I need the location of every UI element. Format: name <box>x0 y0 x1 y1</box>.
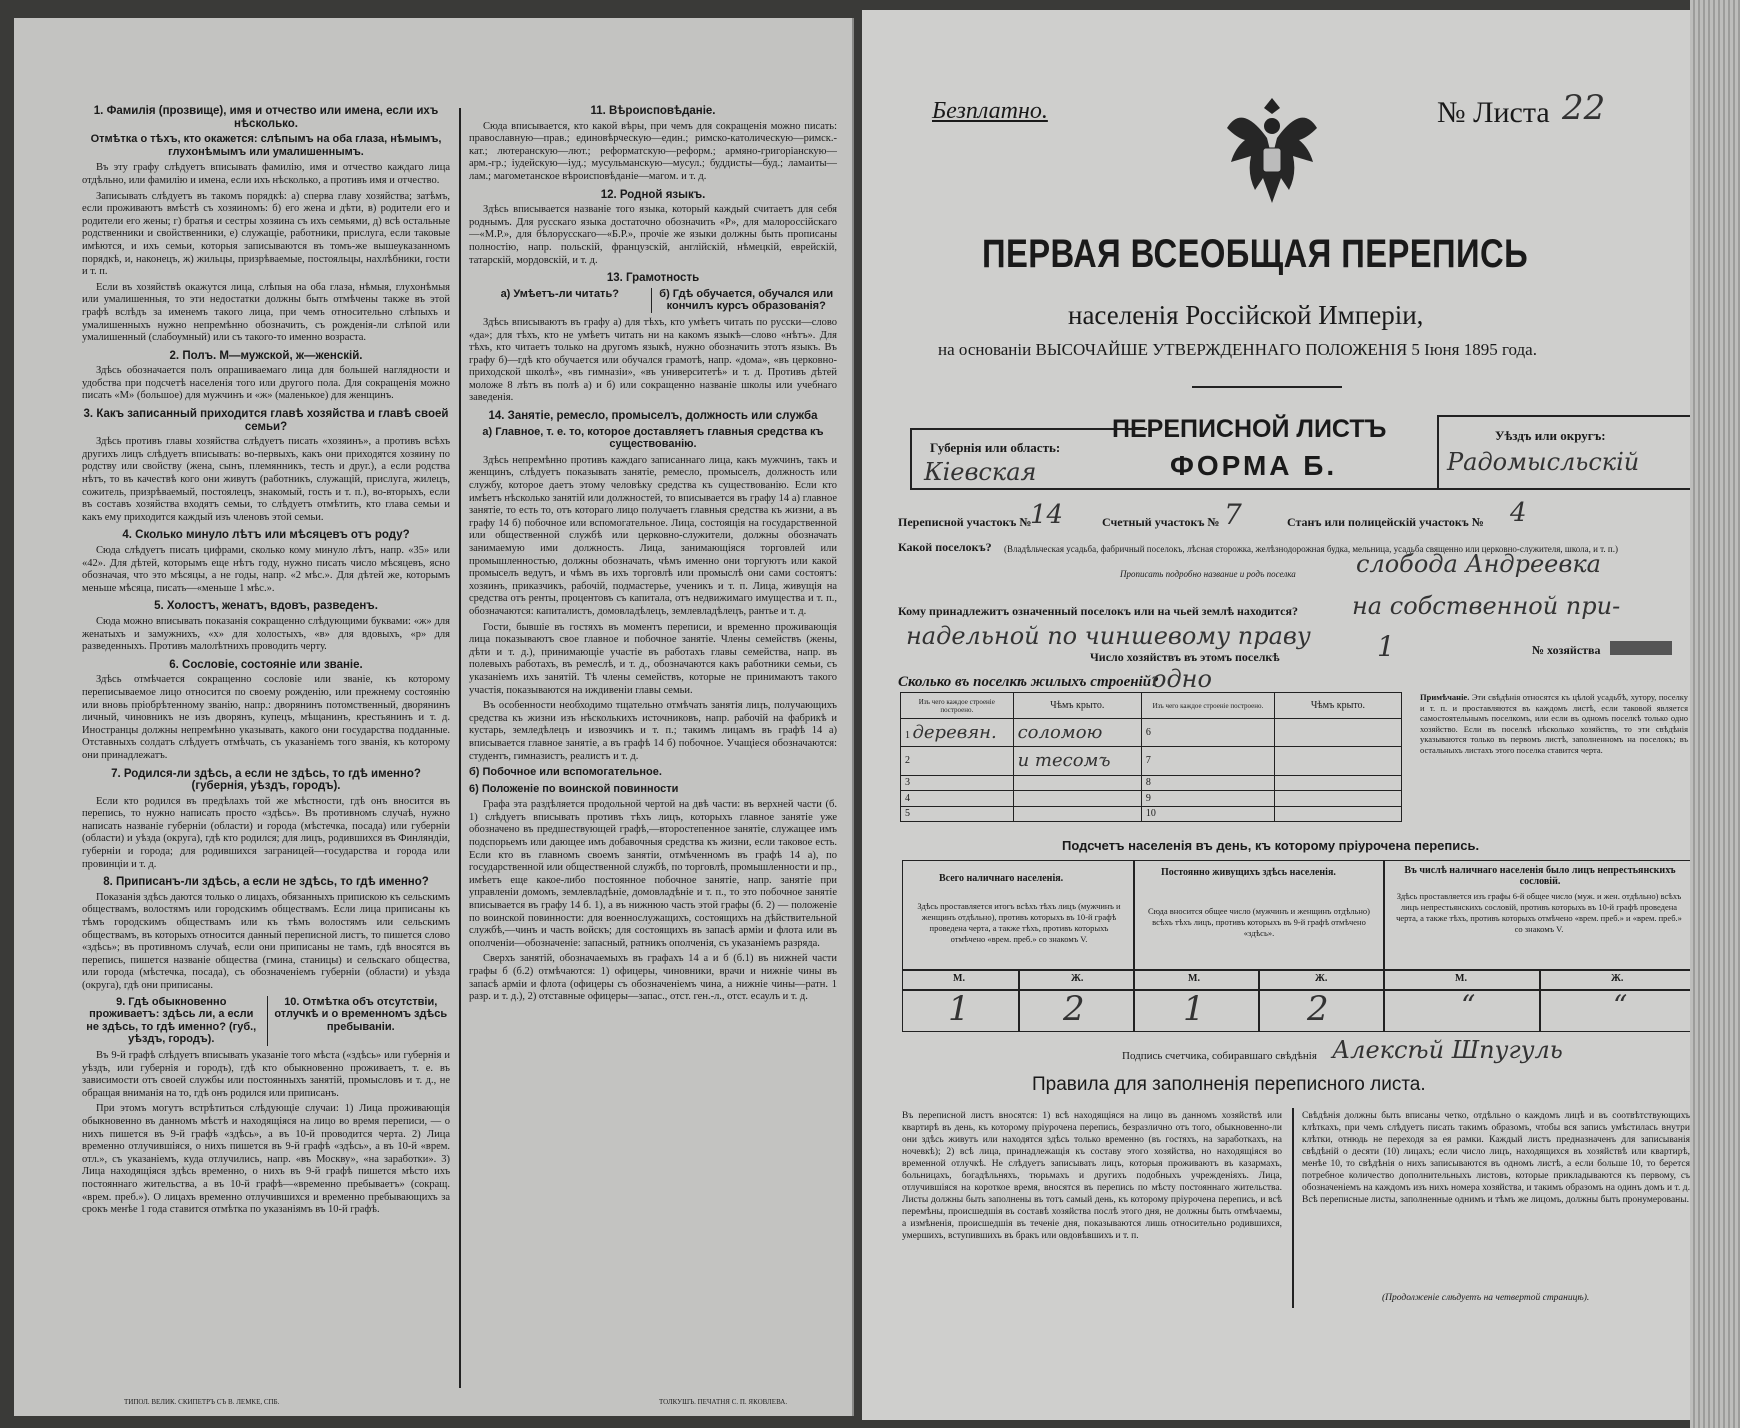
section-12-title: 12. Родной языкъ. <box>600 188 706 201</box>
buildings-col-what-2: Изъ чего каждое строеніе построено. <box>1141 693 1274 719</box>
buildings-col-roof: Чѣмъ крыто. <box>1013 693 1141 719</box>
count-col3-title: Въ числѣ наличнаго населенія было лицъ непрестьянскихъ сословій. <box>1404 865 1676 887</box>
signature-value: Алексѣй Шпугуль <box>1332 1036 1563 1064</box>
buildings-col-what: Изъ чего каждое строеніе построено. <box>901 693 1014 719</box>
building-material: деревян. <box>912 722 997 744</box>
form-label: ФОРМА Б. <box>1170 450 1338 481</box>
section-13-title: 13. Грамотность <box>606 272 700 285</box>
building-roof <box>1274 775 1401 790</box>
section-8-title: 8. Приписанъ-ли здѣсь, а если не здѣсь, то гдѣ именно? <box>103 876 429 889</box>
section-14-text-5: Сверхъ занятій, обозначаемыхъ въ графахъ 14 а и б (б.1) въ нижней части графы б (б.2) отмѣчаются: 1) офицеры, чиновники, врачи и нижніе чины въ запасѣ армiи и флота (офицеры съ обозначеніемъ чина, а нижніе чины—ратн. 1 разр. и т. д.), 2) отставные офицеры—запас., отст. ген.-л., отст. есаулъ и т. д. <box>469 953 837 1003</box>
building-roof <box>1274 719 1401 747</box>
header-band-bottom <box>910 488 1710 490</box>
count-zh-2: Ж. <box>1315 973 1328 984</box>
building-row-1 <box>901 719 1014 747</box>
section-13-text: Здѣсь вписываютъ въ графу а) для тѣхъ, кто умѣетъ читать по русски—слово «да»; для тѣхъ, кто не умѣетъ читать ни на какомъ языкѣ—слово «нѣтъ». Для тѣхъ, кто читаетъ только на другомъ языкѣ, нужно обозначить этотъ языкъ. Въ графу б)—гдѣ кто обучается или обучался грамотѣ, напр. «дома», «въ церковно-приходской школѣ», «въ гимназіи», «въ университетѣ» и т. д. Противъ дѣтей моложе 8 лѣтъ въ полѣ а) и б) или сокращенно названіе школы или учебнаго заведенія. <box>469 316 837 404</box>
left-column-1 <box>82 100 450 1390</box>
section-13b-title: б) Гдѣ обучается, обучался или кончилъ курсъ образованія? <box>651 288 838 313</box>
section-14-text-4: Графа эта раздѣляется продольной чертой на двѣ части: въ верхней части (б. 1) слѣдуетъ вписывать противъ тѣхъ лицъ, которыхъ главное занятіе уже обозначено въ предшествующей графѣ,—второстепенное занятіе, служащее имъ подспорьемъ или дающее имъ добавочныя средства къ жизни, если таковое есть. Если кто въ главномъ своемъ занятіи, отмѣченномъ въ графѣ 14 а), по государственной или общественной службѣ, по торговлѣ, промышленности и пр., имѣетъ еще какое-либо постоянное побочное занятіе, напр. занятіе при управленіи домомъ, землевладѣніе, домовладѣніе и т. п., то это побочное занятіе вписывается въ графу 14 б. 1), а въ нижнюю часть этой графы (б. 2) — положеніе по воинской повинности: для военнослужащихъ, состоящихъ на дѣйствительной службѣ,—чинъ и часть войскъ; для состоящихъ въ запасѣ армiи и флота или въ ополченіи—обозначеніе: запасный, ратникъ ополченія, съ указаніемъ разряда. <box>469 799 837 949</box>
document-basis: на основаніи ВЫСОЧАЙШЕ УТВЕРЖДЕННАГО ПОЛОЖЕНІЯ 5 Іюня 1895 года. <box>938 340 1537 359</box>
page-edge-stack <box>1690 0 1740 1428</box>
section-5-title: 5. Холостъ, женатъ, вдовъ, разведенъ. <box>154 600 378 613</box>
uezd-value: Радомысльскій <box>1447 448 1640 476</box>
count-table <box>902 860 1696 1032</box>
left-column-2 <box>469 100 837 1390</box>
buildings-value: одно <box>1152 665 1212 693</box>
title-underline <box>1192 386 1342 388</box>
double-headed-eagle-emblem <box>1217 88 1327 228</box>
right-imprint: ТОЛКУШЪ. ПЕЧАТНЯ С. П. ЯКОВЛЕВА. <box>659 1398 788 1406</box>
building-roof <box>1274 791 1401 806</box>
rules-right: Свѣдѣнія должны быть вписаны четко, отдѣльно о каждомъ лицѣ и въ соотвѣтствующихъ клѣткахъ, при чемъ слѣдуетъ писать такимъ образомъ, чтобы вся запись умѣстилась внутри клѣтки, отнюдь не переходя за ея рамки. Каждый листъ предназначенъ для записыванія свѣдѣній о десяти (10) лицахъ; если число лицъ, находящихся въ хозяйствѣ или квартирѣ, менѣе 10, то свѣдѣнія о нихъ записываются въ одномъ листѣ, а если больше 10, то берется потребное количество дополнительныхъ листовъ, которые прикладываются къ первому, съ обозначеніемъ на каждомъ изъ нихъ номера хозяйства, и такимъ образомъ на одинъ домъ и т. д. Всѣ переписные листы, заполненные однимъ и тѣмъ же лицомъ, должны быть пронумерованы. <box>1302 1111 1690 1205</box>
building-roof: и тесомъ <box>1013 747 1141 775</box>
sheet-number-value: 22 <box>1562 88 1606 128</box>
right-page <box>862 10 1724 1420</box>
section-3-text: Здѣсь противъ главы хозяйства слѣдуетъ писать «хозяинъ», а противъ всѣхъ другихъ лицъ слѣдуетъ вписывать: во-первыхъ, какъ они приходятся хозяину по родству или свойству (жена, сынъ, племянникъ, тесть и друг.), а если родства нѣтъ, то въ качествѣ кого они живутъ (работникъ, служащій, прислуга, жилецъ, сожитель, призрѣваемый, постоялецъ, знакомый, гость и т. п.), во-вторыхъ, если въ составъ хозяйства входятъ семьи, то слѣдуетъ отмѣтить, кто глава семьи и какъ ему приходится каждый изъ членовъ этой семьи. <box>82 436 450 523</box>
section-5-text: Сюда можно вписывать показанія сокращенно слѣдующими буквами: «ж» для женатыхъ и замужнихъ, «х» для холостыхъ, «в» для вдовыхъ, «р» для разведенныхъ. Противъ малолѣтнихъ проводить черту. <box>82 615 450 653</box>
section-14-text-1: Здѣсь непремѣнно противъ каждаго записаннаго лица, какъ мужчинъ, такъ и женщинъ, слѣдуетъ показывать занятіе, ремесло, промыселъ, должность или службу, которое даетъ этому человѣку средства къ существованію. Если кто имѣетъ нѣсколько занятій или должностей, то вписывается въ графу 14 а) главное занятіе, то есть то, отъ котораго лицо получаетъ главныя средства къ жизни, а въ графу 14 б) побочное или вспомогательное. Лица, состоящія на государственной или общественной службѣ или церковно-служители, должны обозначать занимаемую ими должность. Лица, занимающіяся торговлей или промышленностью, должны обозначать, чѣмъ именно они торгуютъ или какой промыселъ ведутъ, и чѣмъ въ ихъ торговлѣ или промыслѣ они сами состоятъ: хозяинъ, приказчикъ, рабочій, подмастерье, ученикъ и т. п. Лица, живущія на средства отъ ренты, процентовъ съ капитала, отъ недвижимаго имущества и т. п., обозначаются: капиталистъ, домовладѣлецъ, землевладѣлецъ, рантье и т. д. <box>469 454 837 617</box>
settlement-hint-2: Прописать подробно название и родъ поселка <box>1120 569 1296 579</box>
building-row-number: 1 <box>905 730 910 742</box>
household-number-label: № хозяйства <box>1532 643 1601 657</box>
count-col1-title: Всего наличнаго населенія. <box>939 873 1064 884</box>
owner-value-1: на собственной при- <box>1352 592 1621 620</box>
section-10-text: При этомъ могутъ встрѣтиться слѣдующіе случаи: 1) Лица проживающія обыкновенно въ данномъ мѣстѣ и находящіяся на лицо во время переписи, — о нихъ пишется въ 9-й графѣ «здѣсь», а въ 10-й проводится черта. 2) Лица временно отлучившіяся, о нихъ пишется въ 9-й графѣ «здѣсь», а въ 10-й «врем. отл.», съ указаніемъ, куда отлучились, напр. «въ Москву», «на заработки». 3) Лица находящіяся здѣсь временно, о нихъ въ 9-й графѣ пишется мѣсто ихъ постояннаго жительства, а въ 10-й графѣ—«временно пребываетъ» (сокращ. «врем. преб.»). О лицахъ временно отлучившихся и временно пребывающихъ за срокъ менѣе 1 года ставится отмѣтка по указаніямъ въ 10-й графѣ. <box>82 1103 450 1216</box>
count-m-2: М. <box>1188 973 1200 984</box>
building-row-number: 4 <box>905 792 910 804</box>
households-label: Число хозяйствъ въ этомъ поселкѣ <box>1090 650 1280 664</box>
building-row-number: 9 <box>1141 791 1274 806</box>
rules-divider <box>1292 1108 1294 1308</box>
section-2-text: Здѣсь обозначается полъ опрашиваемаго лица для большей наглядности и удобства при подсчетѣ населенія того или другого пола. Для сокращенія можно писать «М» (большое) для мужчинъ и «ж» (маленькое) для женщинъ. <box>82 365 450 402</box>
rules-left: Въ переписной листъ вносятся: 1) всѣ находящіяся на лицо въ данномъ хозяйствѣ или квартирѣ въ день, къ которому пріурочена перепись, безразлично отъ того, обыкновенно-ли они здѣсь живутъ или находятся здѣсь только временно (въ гостяхъ, на заработкахъ, на ночевкѣ); 2) всѣ лица, принадлежащія къ составу этого хозяйства, но находящіяся во временной отлучкѣ. Не слѣдуетъ записывать лицъ, которыя проживаютъ въ казармахъ, больницахъ, богадѣльняхъ, тюрьмахъ и другихъ подобныхъ учрежденіяхъ. Лица, отлучившіяся на короткое время, вносятся въ перепись по мѣсту постояннаго жительства. Листы должны быть заполнены въ тотъ самый день, къ которому пріурочена перепись, и всѣ перемѣны, происшедшія въ составѣ хозяйства послѣ этого дня, не должны быть отмѣчаемы, а измѣненія, происшедшія въ теченіе дня, показываются лишь относительно родившихся, умершихъ, вступившихъ въ бракъ или овдовѣвшихъ и т. п. <box>902 1111 1282 1241</box>
section-14-text-3: Въ особенности необходимо тщательно отмѣчать занятія лицъ, получающихъ средства къ жизни изъ нѣсколькихъ источниковъ, напр. рабочій на фабрикѣ и кустарь, земледѣлецъ и извозчикъ и т. п.; такимъ лицамъ въ графѣ 14 а) вписывается главное занятіе, а въ графѣ 14 б) побочное. Учащіеся обозначаются: студентъ, гимназистъ, реалистъ и т. д. <box>469 700 837 762</box>
building-roof <box>1274 747 1401 775</box>
section-1-text-2: Записывать слѣдуетъ въ такомъ порядкѣ: а) сперва главу хозяйства; затѣмъ, если проживаютъ вмѣстѣ съ хозяиномъ: б) его жена и дѣти, в) родители его и родители его жены; г) братья и сестры хозяина съ ихъ семьями, д) всѣ остальные родственники и свойственники, е) служащіе, работники, прислуга, если таковые имѣются, и ихъ семьи, которыя записываются въ томъ-же вышеуказанномъ порядкѣ, и, наконецъ, ж) жильцы, призрѣваемые, постояльцы, нахлѣбники, гости и т. п. <box>82 190 450 278</box>
households-value: 1 <box>1377 630 1395 663</box>
count-sub-3 <box>1539 969 1541 1031</box>
guberniya-box-left <box>910 428 912 488</box>
section-14-text-2: Гости, бывшіе въ гостяхъ въ моментъ переписи, и временно проживающія лица показываютъ свое главное и побочное занятіе. Члены семействъ (жены, дѣти и т. д.), принимающіе участіе въ работахъ главы семейства, напр. въ полевыхъ работахъ, въ ремеслѣ, и т. д., обозначаются какъ работники семьи, съ указаніемъ ихъ занятій. Тѣ члены семействъ, которые не принимаютъ такого участія, показываются на иждивеніи главы семьи. <box>469 621 837 696</box>
settlement-label: Какой поселокъ? <box>898 540 992 554</box>
stan-label: Станъ или полицейскій участокъ № <box>1287 515 1484 529</box>
section-10-title: 10. Отмѣтка объ отсутствіи, отлучкѣ и о временномъ здѣсь пребываніи. <box>267 996 451 1046</box>
building-row-3 <box>901 775 1014 790</box>
section-6-text: Здѣсь отмѣчается сокращенно сословіе или званіе, къ которому переписываемое лицо относится по своему рожденію, или прежнему состоянію или вновь пріобрѣтенному званію, напр.: дворянинъ потомственный, дворянинъ личный, чиновникъ не изъ дворянъ, купецъ, мѣщанинъ, крестьянинъ и т. д. Иностранцы должны непремѣнно указывать, какого они государства подданные. Отставныхъ солдатъ слѣдуетъ отмѣчать, съ указаніемъ того званія, къ которому они принадлежатъ. <box>82 674 450 761</box>
building-row-number: 7 <box>1141 747 1274 775</box>
count-mf-line <box>903 989 1695 991</box>
buildings-col-roof-2: Чѣмъ крыто. <box>1274 693 1401 719</box>
count-value-nonpeasant-zh: “ <box>1613 989 1628 1022</box>
owner-value-2: надельной по чиншевому праву <box>906 622 1311 650</box>
count-m-1: М. <box>953 973 965 984</box>
count-area-value: 7 <box>1224 498 1242 531</box>
building-row-number: 5 <box>905 808 910 820</box>
section-2-title: 2. Полъ. М—мужской, ж—женскій. <box>169 349 363 362</box>
count-divider-2 <box>1383 861 1385 1031</box>
buildings-table <box>900 692 1402 822</box>
section-6-title: 6. Сословіе, состояніе или званіе. <box>169 658 363 671</box>
sheet-number-label: № Листа <box>1437 96 1550 129</box>
count-col2-title: Постоянно живущихъ здѣсь населенія. <box>1161 867 1336 878</box>
count-sub-2 <box>1258 969 1260 1031</box>
document-title: ПЕРВАЯ ВСЕОБЩАЯ ПЕРЕПИСЬ <box>982 232 1529 276</box>
note-text: Эти свѣдѣнія относятся къ цѣлой усадьбѣ, хутору, поселку и т. п. и проставляются въ каждомъ листѣ, если таковой является самостоятельнымъ поселкомъ, или если въ одномъ поселкѣ только одно хозяйство. Если въ поселкѣ нѣсколько хозяйствъ, то эти свѣдѣнія указываются только въ первомъ листѣ, заполненномъ на поселокъ; въ остальныхъ листахъ этого поселка ставится черта. <box>1420 692 1688 755</box>
building-row-number: 8 <box>1141 775 1274 790</box>
uezd-label: Уѣздъ или округъ: <box>1495 428 1606 443</box>
count-value-resident-m: 1 <box>1183 989 1205 1029</box>
building-roof <box>1013 775 1141 790</box>
signature-label: Подпись счетчика, собиравшаго свѣдѣнія <box>1122 1050 1317 1062</box>
stan-value: 4 <box>1510 498 1527 528</box>
count-col1-text: Здѣсь проставляется итогъ всѣхъ тѣхъ лицъ (мужчинъ и женщинъ отдѣльно), противъ которыхъ въ 10-й графѣ проведена черта, а также тѣхъ, противъ которыхъ отмѣчено «врем. преб.» со знакомъ V. <box>917 901 1121 944</box>
sheet-title: ПЕРЕПИСНОЙ ЛИСТЪ <box>1112 415 1387 443</box>
building-row-number: 2 <box>905 755 910 767</box>
section-1-text-3: Если въ хозяйствѣ окажутся лица, слѣпыя на оба глаза, нѣмыя, глухонѣмыя или умалишенныя, то эти недостатки должны быть отмѣчены также въ этой графѣ вслѣдъ за именемъ такого лица, при чемъ относительно слѣпыхъ и умалишенныхъ нужно непремѣнно обозначить, съ рожденія-ли слѣпой или умалишенный (слабоумный) или съ такого-то именно возраста. <box>82 281 450 344</box>
section-8-text: Показанія здѣсь даются только о лицахъ, обязанныхъ припискою къ сельскимъ обществамъ, волостямъ или городскимъ обществамъ. Если лица приписаны къ тѣмъ городскимъ обществамъ или къ тѣмъ волостямъ или сельскимъ обществамъ, въ которыхъ относится данный переписной листъ, то пишется слово «здѣсь»; въ противномъ случаѣ, если они приписаны не тамъ, гдѣ вносятся въ перепись, пишется названіе общества (гмина, станицы) и сельскаго общества, или города (мѣстечка, посада), съ обозначеніемъ губерніи (области) и уѣзда (округа), гдѣ они приписаны. <box>82 891 450 991</box>
section-3-title: 3. Какъ записанный приходится главѣ хозяйства и главѣ своей семьи? <box>83 408 449 433</box>
count-zh-1: Ж. <box>1071 973 1084 984</box>
section-7-title: 7. Родился-ли здѣсь, а если не здѣсь, то гдѣ именно? (губернія, уѣздъ, городъ). <box>111 767 421 793</box>
count-divider-1 <box>1133 861 1135 1031</box>
section-9-text: Въ 9-й графѣ слѣдуетъ вписывать указаніе того мѣста («здѣсь» или губернія и уѣздъ, или губернія и городъ), гдѣ кто обыкновенно проживаетъ, т. е. въ зависимости отъ своей службы или постоянныхъ занятій, промысловъ и т. д., не обращая вниманія на то, гдѣ онъ родился или приписанъ. <box>82 1049 450 1099</box>
census-area-value: 14 <box>1030 500 1064 530</box>
settlement-hint: (Владѣльческая усадьба, фабричный поселокъ, лѣсная сторожка, желѣзнодорожная будка, мельница, усадьба священно или церковно-служителя, школа, и т. п.) <box>1004 544 1618 554</box>
building-row-5 <box>901 806 1014 822</box>
section-1-text-1: Въ эту графу слѣдуетъ вписывать фамилію, имя и отчество каждаго лица отдѣльно, или фамилію и имена, если ихъ нѣсколько, а противъ имя и отчество. <box>82 162 450 186</box>
guberniya-value: Кіевская <box>924 458 1037 486</box>
section-9-title: 9. Гдѣ обыкновенно проживаетъ: здѣсь ли, а если не здѣсь, то гдѣ именно? (губ., уѣздъ, городъ). <box>86 995 257 1046</box>
section-13-subheader <box>469 288 837 317</box>
section-11-title: 11. Вѣроисповѣданіе. <box>590 105 716 117</box>
household-number-redaction <box>1610 641 1672 655</box>
building-roof <box>1013 806 1141 822</box>
section-1-note: Отмѣтка о тѣхъ, кто окажется: слѣпымъ на оба глаза, нѣмымъ, глухонѣмымъ или умалишеннымъ. <box>90 133 442 158</box>
note-title: Примѣчаніе. <box>1420 692 1470 702</box>
census-area-label: Переписной участокъ № <box>898 515 1032 529</box>
building-row-number: 3 <box>905 777 910 789</box>
building-roof <box>1013 791 1141 806</box>
document-subtitle: населенія Россійской Имперіи, <box>1068 300 1424 330</box>
count-m-3: М. <box>1455 973 1467 984</box>
building-row-number: 10 <box>1141 806 1274 822</box>
column-divider <box>459 108 461 1388</box>
uezd-box-top <box>1437 415 1710 417</box>
uezd-box-left <box>1437 415 1439 488</box>
note-block <box>1420 692 1688 755</box>
settlement-value: слобода Андреевка <box>1356 550 1601 578</box>
section-14b2-title: 6) Положеніе по воинской повинности <box>469 782 679 795</box>
count-col2-text: Сюда вносится общее число (мужчинъ и женщинъ отдѣльно) всѣхъ тѣхъ лицъ, противъ которыхъ въ 9-й графѣ отмѣчено «здѣсь». <box>1147 906 1371 938</box>
section-11-text: Сюда вписывается, кто какой вѣры, при чемъ для сокращенія можно писать: православную—прав.; единовѣрческую—един.; римско-католическую—римск.-кат.; лютеранскую—лют.; реформатскую—реформ.; армяно-григоріанскую—арм.-гр.; іудейскую—іуд.; мусульманскую—мусул.; буддисты—буд.; ламаиты—лам.; магометанское вѣроисповѣданіе—магом. и т. д. <box>469 120 837 182</box>
section-7-text: Если кто родился въ предѣлахъ той же мѣстности, гдѣ онъ вносится въ перепись, то нужно написать просто «здѣсь». Въ противномъ случаѣ, нужно написать названіе губерніи (области) и города (мѣстечка, посада) или губерніи (области) и уѣзда (округа), гдѣ кто родился; для лицъ, родившихся въ Финляндіи, губерніи и города; для родившихся заграницей—государства и города или провинціи и т. д. <box>82 795 450 870</box>
section-4-title: 4. Сколько минуло лѣтъ или мѣсяцевъ отъ роду? <box>122 529 410 542</box>
section-12-text: Здѣсь вписывается названіе того языка, который каждый считаетъ для себя роднымъ. Для русскаго языка достаточно обозначить «Р», для малороссійскаго—«М.Р.», для бѣлорусскаго—«Б.Р.», прочіе же языки должны быть прописаны полностію, напр. польскій, французскій, англійскій, нѣмецкій, еврейскій, татарскій, мордовскій, и т. д. <box>469 204 837 266</box>
building-row-number: 6 <box>1141 719 1274 747</box>
count-header-line <box>903 969 1695 971</box>
section-14-title: 14. Занятіе, ремесло, промыселъ, должность или служба <box>488 410 818 423</box>
count-zh-3: Ж. <box>1611 973 1624 984</box>
section-14a-title: а) Главное, т. е. то, которое доставляетъ главныя средства къ существованію. <box>482 425 824 451</box>
owner-label: Кому принадлежитъ означенный поселокъ или на чьей землѣ находится? <box>898 604 1298 618</box>
rules-title: Правила для заполненія переписного листа. <box>1032 1074 1426 1095</box>
count-value-resident-zh: 2 <box>1307 989 1329 1029</box>
count-value-total-m: 1 <box>948 989 970 1029</box>
section-1-title: 1. Фамилія (прозвище), имя и отчество или имена, если ихъ нѣсколько. <box>93 105 439 130</box>
building-row-2 <box>901 747 1014 775</box>
building-roof: соломою <box>1013 719 1141 747</box>
free-label: Безплатно. <box>932 98 1048 124</box>
count-area-label: Счетный участокъ № <box>1102 515 1220 529</box>
section-13a-title: а) Умѣетъ-ли читать? <box>500 287 619 300</box>
count-col3-text: Здѣсь проставляется изъ графы 6-й общее число (муж. и жен. отдѣльно) всѣхъ лицъ непрестьянскихъ сословій, противъ которыхъ въ 10-й графѣ проведена черта, а также тѣхъ, противъ которыхъ отмѣчено «врем. преб.» и «врем. преб.» со знакомъ V. <box>1396 891 1682 934</box>
section-9-10-header <box>82 996 450 1050</box>
building-row-4 <box>901 791 1014 806</box>
section-14b1-title: б) Побочное или вспомогательное. <box>469 766 662 779</box>
count-value-nonpeasant-m: “ <box>1461 989 1476 1022</box>
rules-continued: (Продолженіе слѣдуетъ на четвертой страницѣ). <box>1382 1293 1590 1303</box>
section-4-text: Сюда слѣдуетъ писать цифрами, сколько кому минуло лѣтъ, напр. «35» или «42». Для дѣтей, которымъ еще нѣтъ году, нужно писать число мѣсяцевъ, ясно обозначая, что это мѣсяцы, а не годы, напр. «2 мѣс.». Для дѣтей же, которымъ меньше мѣсяца, писать—«меньше 1 мѣс.». <box>82 545 450 594</box>
count-value-total-zh: 2 <box>1063 989 1085 1029</box>
left-imprint: ТИПОЛ. ВЕЛИК. СКИПЕТРЪ СЪ В. ЛЕМКЕ, СПБ. <box>124 1398 280 1406</box>
buildings-label: Сколько въ поселкѣ жилыхъ строеній? <box>898 674 1159 690</box>
count-sub-1 <box>1018 969 1020 1031</box>
guberniya-label: Губернія или область: <box>930 440 1061 455</box>
count-title: Подсчетъ населенія въ день, къ которому пріурочена перепись. <box>1062 838 1480 853</box>
building-roof <box>1274 806 1401 822</box>
left-page <box>14 18 854 1416</box>
